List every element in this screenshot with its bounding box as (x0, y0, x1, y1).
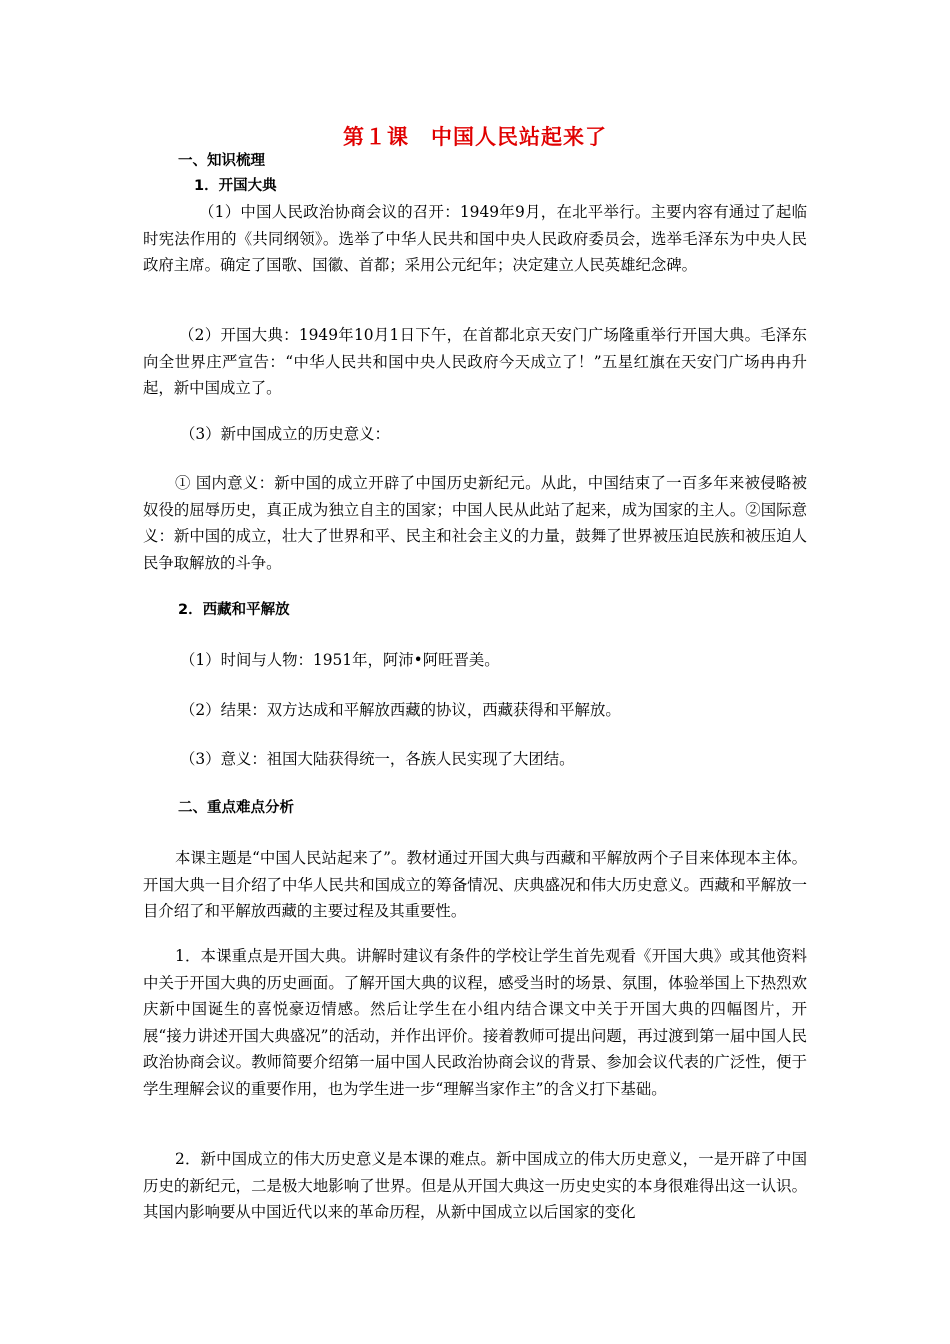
tibet-result: （2）结果：双方达成和平解放西藏的协议，西藏获得和平解放。 (180, 701, 621, 719)
paragraph-significance-title: （3）新中国成立的历史意义： (180, 425, 390, 443)
section-heading-knowledge: 一、知识梳理 (178, 153, 265, 169)
paragraph-cppcc: （1）中国人民政治协商会议的召开：1949年9月，在北平举行。主要内容有通过了起临时宪法作用的《共同纲领》。选举了中华人民共和国中央人民政府委员会，选举毛泽东为中央人民政府主席。确定了国歌、国徽、首都；采用公元纪年；决定建立人民英雄纪念碑。 (143, 203, 807, 274)
paragraph-topic: 本课主题是“中国人民站起来了”。教材通过开国大典与西藏和平解放两个子目来体现本主体。开国大典一目介绍了中华人民共和国成立的筹备情况、庆典盛况和伟大历史意义。西藏和平解放一目介绍了和平解放西藏的主要过程及其重要性。 (143, 849, 807, 920)
section-heading-analysis: 二、重点难点分析 (178, 800, 294, 816)
paragraph-key-point: 1．本课重点是开国大典。讲解时建议有条件的学校让学生首先观看《开国大典》或其他资料中关于开国大典的历史画面。了解开国大典的议程，感受当时的场景、氛围，体验举国上下热烈欢庆新中国诞生的喜悦豪迈情感。然后让学生在小组内结合课文中关于开国大典的四幅图片，开展“接力讲述开国大典盛况”的活动，并作出评价。接着教师可提出问题，再过渡到第一届中国人民政治协商会议。教师简要介绍第一届中国人民政治协商会议的背景、参加会议代表的广泛性，便于学生理解会议的重要作用，也为学生进一步“理解当家作主”的含义打下基础。 (143, 947, 807, 1098)
paragraph-significance: ① 国内意义：新中国的成立开辟了中国历史新纪元。从此，中国结束了一百多年来被侵略被奴役的屈辱历史，真正成为独立自主的国家；中国人民从此站了起来，成为国家的主人。②国际意义：新中国的成立，壮大了世界和平、民主和社会主义的力量，鼓舞了世界被压迫民族和被压迫人民争取解放的斗争。 (143, 474, 807, 572)
tibet-significance: （3）意义：祖国大陆获得统一，各族人民实现了大团结。 (180, 750, 575, 768)
paragraph-founding-ceremony: （2）开国大典：1949年10月1日下午，在首都北京天安门广场隆重举行开国大典。毛泽东向全世界庄严宣告：“中华人民共和国中央人民政府今天成立了！”五星红旗在天安门广场冉冉升起，新中国成立了。 (143, 326, 807, 397)
page-title: 第１课 中国人民站起来了 (343, 125, 607, 149)
tibet-time-people: （1）时间与人物：1951年，阿沛•阿旺晋美。 (180, 651, 500, 669)
subheading-tibet: 2．西藏和平解放 (178, 602, 290, 618)
paragraph-difficulty: 2．新中国成立的伟大历史意义是本课的难点。新中国成立的伟大历史意义，一是开辟了中国历史的新纪元，二是极大地影响了世界。但是从开国大典这一历史史实的本身很难得出这一认识。其国内影响要从中国近代以来的革命历程，从新中国成立以后国家的变化 (143, 1150, 807, 1221)
subheading-founding-ceremony: 1．开国大典 (194, 178, 277, 194)
